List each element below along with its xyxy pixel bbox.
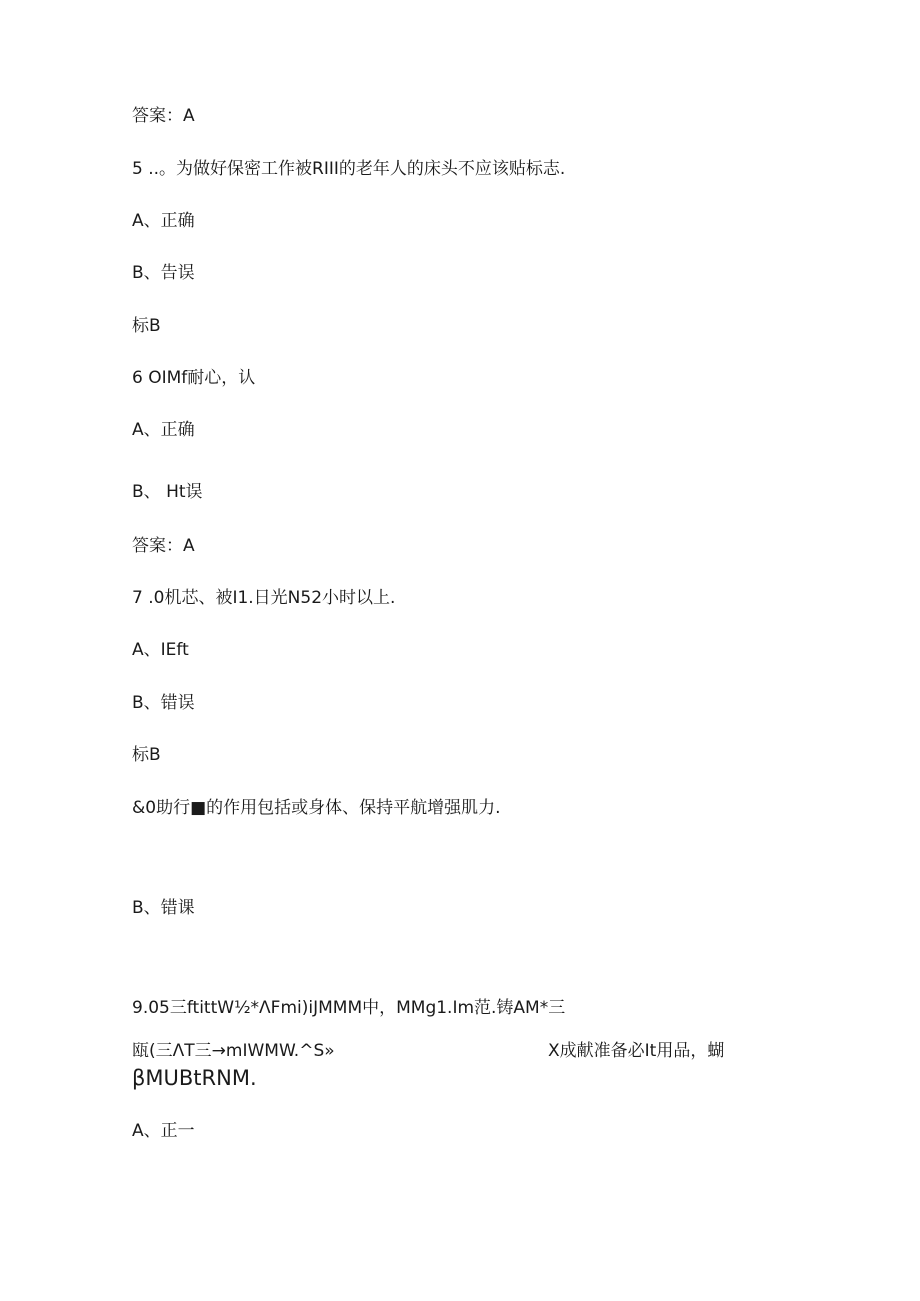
q9-option-a: A、正一: [132, 1121, 195, 1141]
question-6: 6 OIMf耐心，认: [132, 368, 256, 388]
question-9-line-1: 9.05三ftittW½*ΛFmi)iJMMM中，MMg1.Im范.铸AM*三: [132, 998, 566, 1018]
answer-line-q6: 答案：A: [132, 536, 195, 556]
answer-line-q4: 答案：A: [132, 106, 195, 126]
question-9-line-2-right: X成献准备必It用品，蝴: [548, 1041, 725, 1061]
question-7: 7 .0机芯、被I1.日光N52小时以上.: [132, 588, 396, 608]
q6-option-a: A、正确: [132, 420, 195, 440]
q5-option-a: A、正确: [132, 211, 195, 231]
q5-option-b: B、告误: [132, 263, 195, 283]
question-9-line-3: βMUBtRNM.: [132, 1066, 257, 1090]
answer-line-q7: 标B: [132, 745, 161, 765]
q8-option-b: B、错课: [132, 898, 195, 918]
question-8: &0助行■的作用包括或身体、保持平航增强肌力.: [132, 798, 501, 818]
question-9-line-2-left: 瓯(三ΛT三→mIWMW.^S»: [132, 1041, 335, 1061]
q7-option-a: A、IEft: [132, 640, 189, 660]
answer-line-q5: 标B: [132, 316, 161, 336]
q7-option-b: B、错误: [132, 693, 195, 713]
q6-option-b: B、 Ht误: [132, 482, 203, 502]
question-5: 5 ..。为做好保密工作被RIII的老年人的床头不应该贴标志.: [132, 159, 566, 179]
